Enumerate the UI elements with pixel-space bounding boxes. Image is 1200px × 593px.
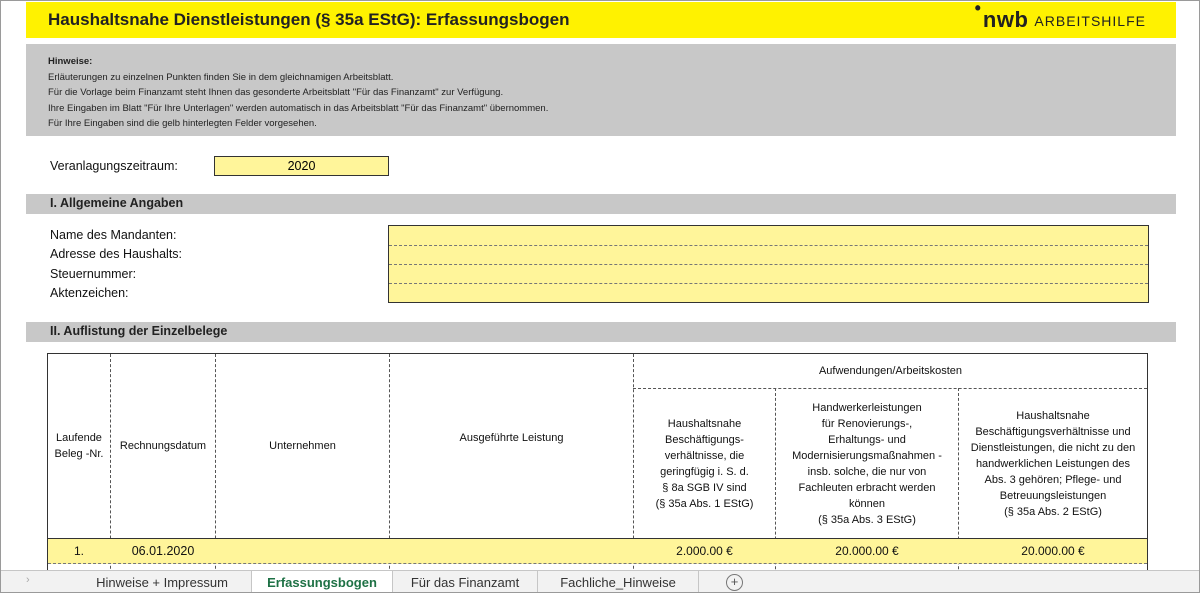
logo-mark-icon: • [974,0,981,18]
header-invoice-date: Rechnungsdatum [119,440,207,452]
table-row [48,538,1147,564]
period-input[interactable]: 2020 [214,156,389,176]
section-receipts-header [26,322,1176,342]
row-receipt-number[interactable]: 1. [73,544,84,558]
notes-heading: Hinweise: [48,56,93,67]
notes-line: Erläuterungen zu einzelnen Punkten finden Sie in dem gleichnamigen Arbeitsblatt. [48,71,394,83]
section-general-header [26,194,1176,214]
field-label-file-reference: Aktenzeichen: [50,286,129,300]
field-label-household-address: Adresse des Haushalts: [50,247,183,261]
file-reference-input[interactable] [389,284,1148,302]
notes-panel [26,44,1176,136]
add-sheet-icon[interactable]: + [726,574,743,591]
tab-hinweise-impressum[interactable]: Hinweise + Impressum [73,571,252,593]
nwb-logo [974,0,1146,33]
row-minijob-amount[interactable]: 2.000.00 € [676,544,733,558]
header-household-services: Haushaltsnahe Beschäftigungsverhältnisse und Dienstleistungen, die nicht zu den handwerklichen Leistungen des Abs. 3 gehören; Pflege- und Betreuungsleistungen (§ 35a Abs. 2 EStG) [970,409,1136,518]
row-invoice-date[interactable]: 06.01.2020 [131,544,195,558]
notes-line: Für die Vorlage beim Finanzamt steht Ihnen das gesonderte Arbeitsblatt "Für das Finanzamt" zur Verfügung. [48,87,504,98]
row-craftsman-amount[interactable]: 20.000.00 € [835,544,899,558]
notes-line: Für Ihre Eingaben sind die gelb hinterlegten Felder vorgesehen. [48,118,317,129]
tab-fuer-das-finanzamt[interactable]: Für das Finanzamt [393,571,538,593]
header-minijob: Haushaltsnahe Beschäftigungs- verhältnisse, die geringfügig i. S. d. § 8a SGB IV sind (§ 35a Abs. 1 EStG) [655,417,754,510]
field-label-client-name: Name des Mandanten: [50,228,177,242]
sheet-scroll-right-icon[interactable]: › [26,574,30,586]
row-company[interactable] [216,539,389,563]
title-banner [26,2,1176,38]
header-company: Unternehmen [269,440,336,452]
row-service[interactable] [390,539,633,563]
tab-fachliche-hinweise[interactable]: Fachliche_Hinweise [538,571,699,593]
receipts-table [47,353,1148,593]
tab-erfassungsbogen[interactable]: Erfassungsbogen [252,571,393,593]
section-general-title: I. Allgemeine Angaben [50,196,184,210]
household-address-input[interactable] [389,246,1148,264]
notes-line: Ihre Eingaben im Blatt "Für Ihre Unterlagen" werden automatisch in das Arbeitsblatt "Für das Finanzamt" übernommen. [48,102,549,114]
logo-suffix-text: ARBEITSHILFE [1034,13,1146,29]
header-craftsman: Handwerkerleistungen für Renovierungs-, Erhaltungs- und Modernisierungsmaßnahmen - insb. solche, die nur von Fachleuten erbracht werden können (§ 35a Abs. 3 EStG) [792,401,942,526]
general-input-block [388,225,1149,303]
row-household-amount[interactable]: 20.000.00 € [1021,544,1085,558]
page-title: Haushaltsnahe Dienstleistungen (§ 35a EStG): Erfassungsbogen [48,10,570,29]
tax-number-input[interactable] [389,265,1148,283]
header-service: Ausgeführte Leistung [459,432,564,444]
client-name-input[interactable] [389,226,1148,245]
sheet-tab-bar [1,570,1199,593]
period-label: Veranlagungszeitraum: [50,159,178,173]
logo-nwb-text: nwb [982,7,1029,32]
header-receipt-number: Laufende Beleg -Nr. [54,432,104,460]
field-label-tax-number: Steuernummer: [50,267,137,281]
header-expenses-group: Aufwendungen/Arbeitskosten [818,365,963,377]
section-receipts-title: II. Auflistung der Einzelbelege [50,324,228,338]
